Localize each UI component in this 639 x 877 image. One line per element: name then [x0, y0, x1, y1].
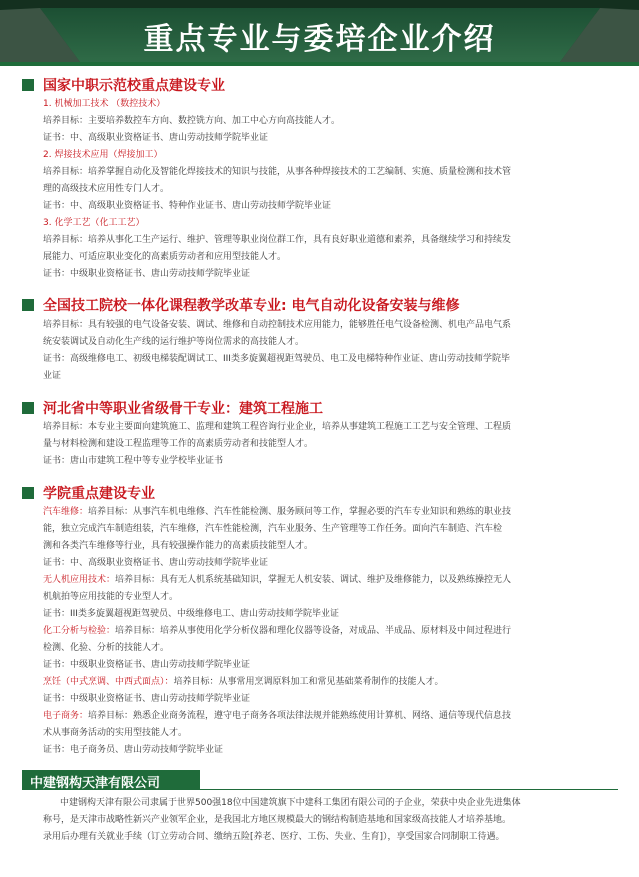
header-banner — [0, 0, 639, 72]
text-line: 培养目标：培养掌握自动化及智能化焊接技术的知识与技能，从事各种焊接技术的工艺编制、实施、质量检测和技术管 — [43, 167, 512, 177]
section-provincial-backbone — [22, 399, 612, 417]
text-line: 展能力、可适应职业变化的高素质劳动者和应用型技能人才。 — [43, 252, 287, 262]
section-title: 学院重点建设专业 — [43, 486, 155, 502]
company-text-line: 中建钢构天津有限公司隶属于世界500强18位中国建筑旗下中建科工集团有限公司的子企业，荣获中央企业先进集体 — [60, 798, 521, 808]
major-label: 汽车维修： — [43, 507, 89, 517]
text-line: 证书：中级职业资格证书、唐山劳动技师学院毕业证 — [43, 269, 251, 279]
section-integrated-reform — [22, 296, 612, 314]
text-line: 证书：中、高级职业资格证书、特种作业证书、唐山劳动技师学院毕业证 — [43, 201, 332, 211]
text-line: 统安装调试及自动化生产线的运行维护等岗位需求的高技能人才。 — [43, 337, 305, 347]
major-label: 化工分析与检验： — [43, 626, 116, 636]
major-title: 1. 机械加工技术 （数控技术） — [43, 99, 166, 109]
text-line: 能，独立完成汽车制造组装，汽车维修，汽车性能检测，汽车业服务、生产管理等工作任务。面向汽车制造、汽车检 — [43, 524, 503, 534]
text-line: 证书：III类多旋翼超视距驾驶员、中级维修电工、唐山劳动技师学院毕业证 — [43, 609, 339, 619]
major-title: 2. 焊接技术应用（焊接加工） — [43, 150, 163, 160]
major-label: 烹饪（中式烹调、中西式面点）： — [43, 677, 174, 687]
text-line: 培养目标：本专业主要面向建筑施工、监理和建筑工程咨询行业企业，培养从事建筑工程施工工艺与安全管理、工程质 — [43, 422, 512, 432]
text-line: 无人机应用技术：培养目标：具有无人机系统基础知识，掌握无人机安装、调试、维护及维修能力，以及熟练操控无人 — [43, 575, 512, 585]
text-line: 术从事商务活动的实用型技能人才。 — [43, 728, 188, 738]
text-line: 理的高级技术应用性专门人才。 — [43, 184, 170, 194]
text-line: 培养目标：主要培养数控车方向、数控铣方向、加工中心方向高技能人才。 — [43, 116, 341, 126]
text-line: 化工分析与检验：培养目标：培养从事使用化学分析仪器和理化仪器等设备，对成品、半成品、原材料及中间过程进行 — [43, 626, 512, 636]
text-line: 证书：中、高级职业资格证书、唐山劳动技师学院毕业证 — [43, 133, 269, 143]
square-bullet-icon — [22, 79, 34, 91]
text-line: 测和各类汽车维修等行业，具有较强操作能力的高素质技能型人才。 — [43, 541, 314, 551]
major-label: 无人机应用技术： — [43, 575, 116, 585]
square-bullet-icon — [22, 402, 34, 414]
text-line: 检测、化验、分析的技能人才。 — [43, 643, 170, 653]
text-line: 机航拍等应用技能的专业型人才。 — [43, 592, 179, 602]
text-line: 证书：中级职业资格证书、唐山劳动技师学院毕业证 — [43, 660, 251, 670]
section-college-key — [22, 484, 612, 502]
divider — [200, 789, 618, 790]
square-bullet-icon — [22, 299, 34, 311]
section-title: 全国技工院校一体化课程教学改革专业: 电气自动化设备安装与维修 — [43, 298, 460, 314]
company-name-bar — [22, 770, 200, 790]
text-line: 量与材料检测和建设工程监理等工作的高素质劳动者和技能型人才。 — [43, 439, 314, 449]
text-line: 证书：中级职业资格证书、唐山劳动技师学院毕业证 — [43, 694, 251, 704]
company-name: 中建钢构天津有限公司 — [30, 776, 161, 791]
text-line: 证书：中、高级职业资格证书、唐山劳动技师学院毕业证 — [43, 558, 269, 568]
section-title: 河北省中等职业省级骨干专业：建筑工程施工 — [43, 401, 323, 417]
major-label: 电子商务： — [43, 711, 89, 721]
text-line: 业证 — [43, 371, 62, 381]
section-title: 国家中职示范校重点建设专业 — [43, 78, 225, 94]
page-title: 重点专业与委培企业介绍 — [143, 22, 496, 57]
text-line: 培养目标：培养从事化工生产运行、维护、管理等职业岗位群工作，具有良好职业道德和素养，具备继续学习和持续发 — [43, 235, 512, 245]
text-line: 证书：电子商务员、唐山劳动技师学院毕业证 — [43, 745, 224, 755]
square-bullet-icon — [22, 487, 34, 499]
text-line: 证书：唐山市建筑工程中等专业学校毕业证书 — [43, 456, 224, 466]
text-line: 培养目标：具有较强的电气设备安装、调试、维修和自动控制技术应用能力，能够胜任电气设备检测、机电产品电气系 — [43, 320, 512, 330]
section-national-demo — [22, 76, 612, 94]
text-line: 证书：高级维修电工、初级电梯装配调试工、III类多旋翼超视距驾驶员、电工及电梯特种作业证、唐山劳动技师学院毕 — [43, 354, 510, 364]
company-text-line: 称号，是天津市战略性新兴产业领军企业，是我国北方地区规模最大的钢结构制造基地和国家级高技能人才培养基地。 — [43, 815, 512, 825]
major-title: 3. 化学工艺（化工工艺） — [43, 218, 145, 228]
text-line: 烹饪（中式烹调、中西式面点）：培养目标：从事常用烹调原料加工和常见基础菜肴制作的技能人才。 — [43, 677, 444, 687]
company-text-line: 录用后办理有关就业手续（订立劳动合同、缴纳五险[养老、医疗、工伤、失业、生育]），享受国家合同制职工待遇。 — [43, 832, 505, 842]
text-line: 汽车维修：培养目标：从事汽车机电维修、汽车性能检测、服务顾问等工作，掌握必要的汽车专业知识和熟练的职业技 — [43, 507, 512, 517]
text-line: 电子商务：培养目标：熟悉企业商务流程，遵守电子商务各项法律法规并能熟练使用计算机、网络、通信等现代信息技 — [43, 711, 512, 721]
